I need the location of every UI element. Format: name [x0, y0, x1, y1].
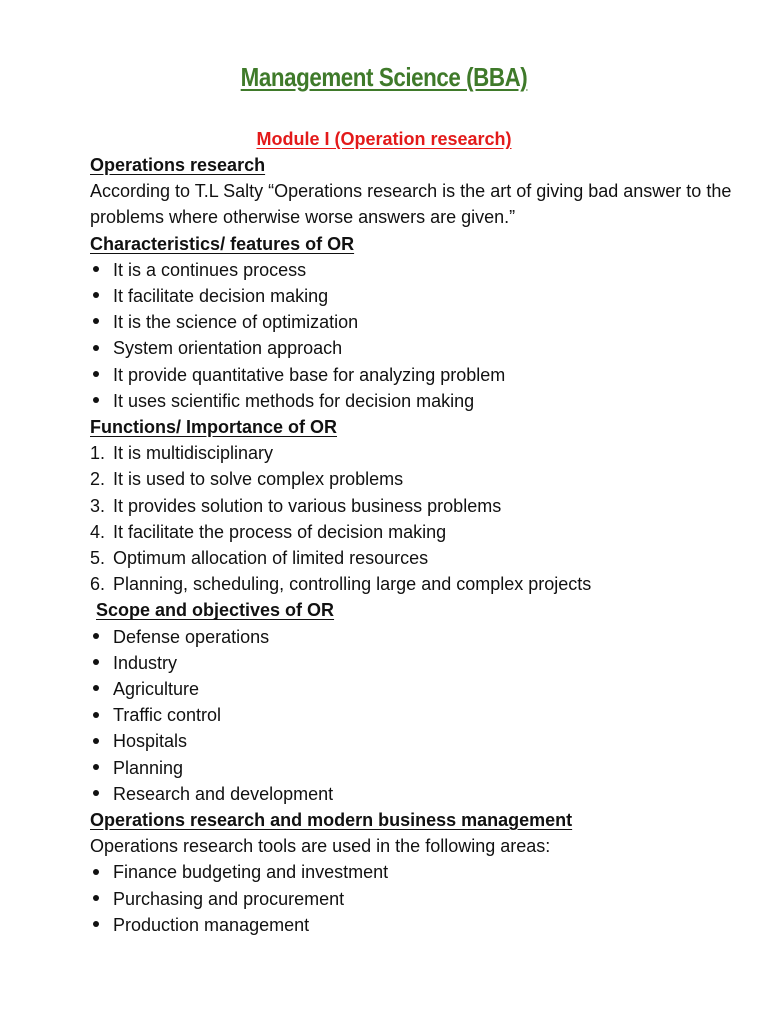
- scope-list: [90, 624, 750, 807]
- document-body: [90, 152, 750, 938]
- section-heading-characteristics: Characteristics/ features of OR: [90, 233, 355, 254]
- bullet-icon: [93, 371, 99, 377]
- bullet-icon: [93, 921, 99, 927]
- bullet-icon: [93, 712, 99, 718]
- list-item: It is the science of optimization: [90, 309, 750, 335]
- list-item: 6. Planning, scheduling, controlling large and complex projects: [90, 574, 592, 595]
- list-item: Planning: [90, 755, 750, 781]
- bullet-icon: [93, 764, 99, 770]
- list-item: Finance budgeting and investment: [90, 859, 750, 885]
- bullet-icon: [93, 685, 99, 691]
- section-heading-operations-research: Operations research: [90, 155, 266, 175]
- areas-intro-paragraph: Operations research tools are used in the following areas:: [90, 836, 551, 857]
- functions-list: [90, 440, 750, 597]
- list-item: 2. It is used to solve complex problems: [90, 469, 404, 490]
- bullet-icon: [93, 266, 99, 272]
- areas-list: [90, 859, 750, 938]
- bullet-icon: [93, 869, 99, 875]
- bullet-icon: [93, 292, 99, 298]
- bullet-icon: [93, 895, 99, 901]
- list-item: It provide quantitative base for analyzing problem: [90, 362, 750, 388]
- definition-paragraph: According to T.L Salty “Operations research is the art of giving bad answer to the problems where otherwise worse answers are given.”: [90, 181, 732, 228]
- list-item: Hospitals: [90, 728, 750, 754]
- bullet-icon: [93, 345, 99, 351]
- list-item: Defense operations: [90, 624, 750, 650]
- section-heading-scope: Scope and objectives of OR: [96, 600, 335, 621]
- list-item: Industry: [90, 650, 750, 676]
- module-title: Module I (Operation research): [256, 129, 512, 149]
- list-item: Research and development: [90, 781, 750, 807]
- list-item: 5. Optimum allocation of limited resources: [90, 548, 429, 569]
- bullet-icon: [93, 790, 99, 796]
- bullet-icon: [93, 633, 99, 639]
- document-title: Management Science (BBA): [240, 62, 528, 92]
- list-item: Production management: [90, 912, 750, 938]
- list-item: It is a continues process: [90, 257, 750, 283]
- list-item: Purchasing and procurement: [90, 886, 750, 912]
- list-item: It facilitate decision making: [90, 283, 750, 309]
- list-item: 4. It facilitate the process of decision making: [90, 521, 447, 542]
- characteristics-list: [90, 257, 750, 414]
- list-item: It uses scientific methods for decision making: [90, 388, 750, 414]
- section-heading-functions: Functions/ Importance of OR: [90, 417, 338, 438]
- list-item: Agriculture: [90, 676, 750, 702]
- list-item: System orientation approach: [90, 335, 750, 361]
- bullet-icon: [93, 397, 99, 403]
- bullet-icon: [93, 318, 99, 324]
- list-item: 1. It is multidisciplinary: [90, 443, 274, 464]
- bullet-icon: [93, 659, 99, 665]
- bullet-icon: [93, 738, 99, 744]
- list-item: Traffic control: [90, 702, 750, 728]
- list-item: 3. It provides solution to various business problems: [90, 495, 502, 516]
- section-heading-modern-management: Operations research and modern business management: [90, 810, 573, 831]
